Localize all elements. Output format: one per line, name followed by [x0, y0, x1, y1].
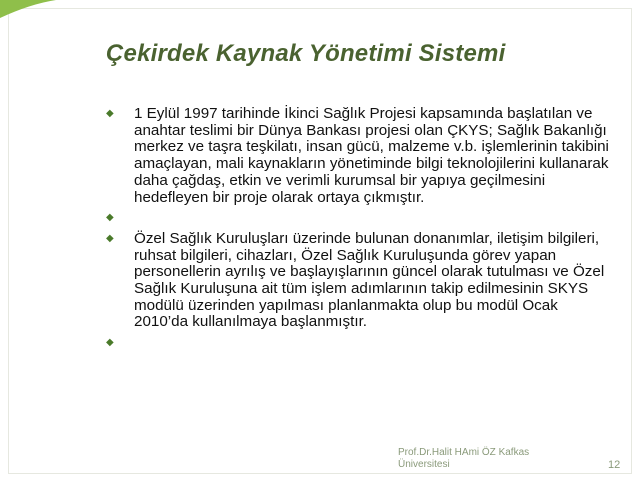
footer-author: Prof.Dr.Halit HAmi ÖZ Kafkas Üniversitesi — [398, 447, 530, 470]
corner-decoration — [0, 0, 56, 18]
bullet-icon: ◆ — [106, 232, 114, 244]
bullet-icon: ◆ — [106, 337, 114, 349]
list-item-text: Özel Sağlık Kuruluşları üzerinde bulunan donanımlar, iletişim bilgileri, ruhsat bilgileri, cihazları, Özel Sağlık Kuruluşunda görev yapan personellerin ayrılış ve başlayışlarının güncel olarak tutulması ve Özel Sağlık Kuruluşuna ait tüm işlem adımlarının takip edilmesinin SKYS modülü üzerinden yapılması planlanmakta olup bu modül Ocak 2010’da kullanılmaya başlanmıştır. — [134, 229, 605, 331]
bullet-icon: ◆ — [106, 108, 114, 119]
slide-title: Çekirdek Kaynak Yönetimi Sistemi — [106, 40, 506, 67]
bullet-list — [104, 106, 614, 352]
list-item — [104, 231, 614, 331]
page-number: 12 — [608, 459, 621, 471]
bullet-icon: ◆ — [106, 212, 114, 224]
list-item — [104, 335, 614, 352]
list-item-text: 1 Eylül 1997 tarihinde İkinci Sağlık Projesi kapsamında başlatılan ve anahtar teslimi bir Dünya Bankası projesi olan ÇKYS; Sağlık Bakanlığı merkez ve taşra teşkilatı, insan gücü, malzeme v.b. işlemlerinin takibini amaçlayan, mali kaynakların yönetiminde bilgi teknolojilerini kullanarak daha çağdaş, etkin ve verimli kurumsal bir yapıya geçilmesini hedefleyen bir proje olarak ortaya çıkmıştır. — [134, 105, 609, 206]
list-item — [104, 106, 614, 206]
list-item — [104, 210, 614, 227]
